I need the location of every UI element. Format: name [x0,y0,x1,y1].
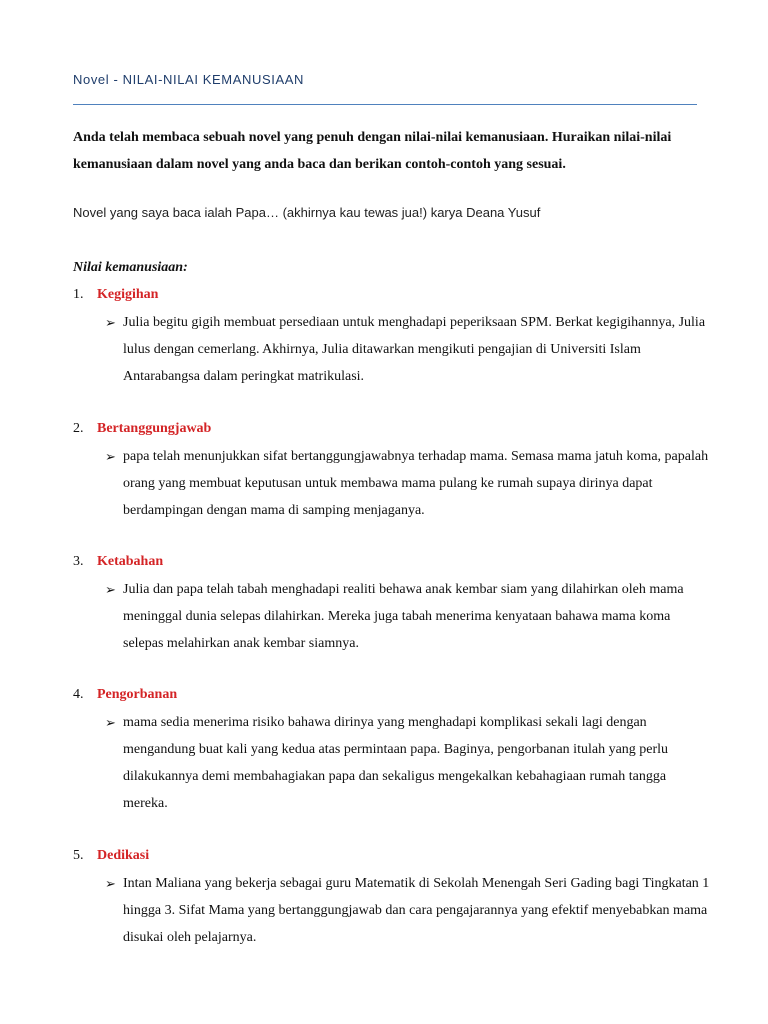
list-item-title: Ketabahan [97,554,164,569]
list-item-text: Julia dan papa telah tabah menghadapi realiti behawa anak kembar siam yang dilahirkan oleh mama meninggal dunia selepas dilahirkan. Mereka juga tabah menerima kenyataan bahawa mama koma selepas melahirkan anak kembar siamnya. [123,582,684,651]
arrow-bullet-icon: ➢ [105,715,116,730]
arrow-bullet-icon: ➢ [105,876,116,891]
arrow-bullet-icon: ➢ [105,582,116,597]
list-item-number: 2. [73,421,84,436]
list-item-title: Pengorbanan [97,687,178,702]
list-item-title: Kegigihan [97,287,159,302]
list-item-heading [73,844,713,868]
list-item-text: papa telah menunjukkan sifat bertanggungjawabnya terhadap mama. Semasa mama jatuh koma, papalah orang yang membuat keputusan untuk membawa mama pulang ke rumah supaya dirinya dapat berdampingan dengan mama di samping menjaganya. [123,449,709,518]
list-item-text: Julia begitu gigih membuat persediaan untuk menghadapi peperiksaan SPM. Berkat kegigihannya, Julia lulus dengan cemerlang. Akhirnya, Julia ditawarkan mengikuti pengajian di Universiti Islam Antarabangsa dalam peringkat matrikulasi. [123,315,706,384]
bullet-row [73,309,713,390]
bullet-row [73,443,713,524]
list-item [73,683,713,817]
list-item-number: 5. [73,848,84,863]
list-item-number: 4. [73,687,84,702]
list-item [73,844,713,951]
list-item-heading [73,417,713,441]
list-item [73,550,713,657]
list-item-text: Intan Maliana yang bekerja sebagai guru Matematik di Sekolah Menengah Seri Gading bagi Tingkatan 1 hingga 3. Sifat Mama yang bertanggungjawab dan cara pengajarannya yang efektif menyebabkan mama disukai oleh pelajarnya. [123,876,710,945]
list-item-heading [73,283,713,307]
bullet-row [73,576,713,657]
list-item-heading [73,550,713,574]
list-item-title: Bertanggungjawab [97,421,212,436]
document-header-title: Novel - NILAI-NILAI KEMANUSIAAN [73,72,304,87]
header-divider [73,104,697,105]
arrow-bullet-icon: ➢ [105,315,116,330]
list-item [73,417,713,524]
list-item-number: 3. [73,554,84,569]
list-item-heading [73,683,713,707]
list-item [73,283,713,390]
section-title: Nilai kemanusiaan: [73,260,188,275]
bullet-row [73,709,713,817]
arrow-bullet-icon: ➢ [105,449,116,464]
bullet-row [73,870,713,951]
list-item-number: 1. [73,287,84,302]
list-item-text: mama sedia menerima risiko bahawa dirinya yang menghadapi komplikasi sekali lagi dengan mengandung buat kali yang kedua atas permintaan papa. Baginya, pengorbanan itulah yang perlu dilakukannya demi membahagiakan papa dan sekaligus mengekalkan kebahagiaan rumah tangga mereka. [123,715,669,811]
question-text: Anda telah membaca sebuah novel yang penuh dengan nilai-nilai kemanusiaan. Huraikan nilai-nilai kemanusiaan dalam novel yang anda baca dan berikan contoh-contoh yang sesuai. [73,130,672,172]
list-item-title: Dedikasi [97,848,150,863]
novel-intro: Novel yang saya baca ialah Papa… (akhirnya kau tewas jua!) karya Deana Yusuf [73,205,541,220]
